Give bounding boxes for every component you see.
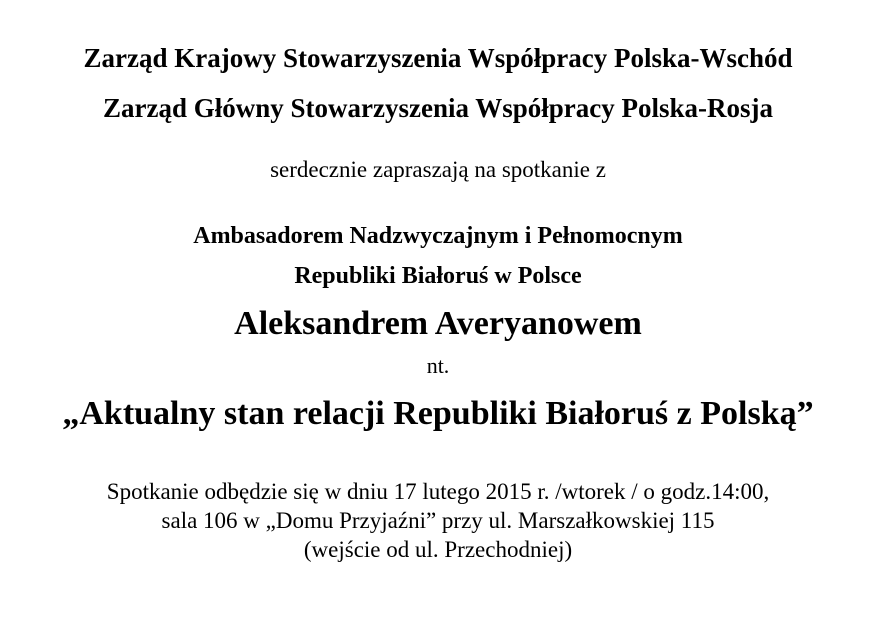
meeting-details-line-3: (wejście od ul. Przechodniej) <box>303 537 573 562</box>
guest-title-line-1: Ambasadorem Nadzwyczajnym i Pełnomocnym <box>193 223 683 249</box>
organizer-line-1: Zarząd Krajowy Stowarzyszenia Współpracy Polska-Wschód <box>83 43 793 73</box>
invitation-text: serdecznie zapraszają na spotkanie z <box>270 157 606 182</box>
meeting-details-line-2: sala 106 w „Domu Przyjaźni” przy ul. Marszałkowskiej 115 <box>161 508 715 533</box>
meeting-topic: „Aktualny stan relacji Republiki Białoruś z Polską” <box>62 395 814 432</box>
guest-title-line-2: Republiki Białoruś w Polsce <box>294 263 582 289</box>
topic-intro: nt. <box>426 353 450 378</box>
meeting-details-line-1: Spotkanie odbędzie się w dniu 17 lutego 2015 r. /wtorek / o godz.14:00, <box>106 479 770 504</box>
guest-name: Aleksandrem Averyanowem <box>234 305 642 342</box>
organizer-line-2: Zarząd Główny Stowarzyszenia Współpracy Polska-Rosja <box>102 93 773 123</box>
